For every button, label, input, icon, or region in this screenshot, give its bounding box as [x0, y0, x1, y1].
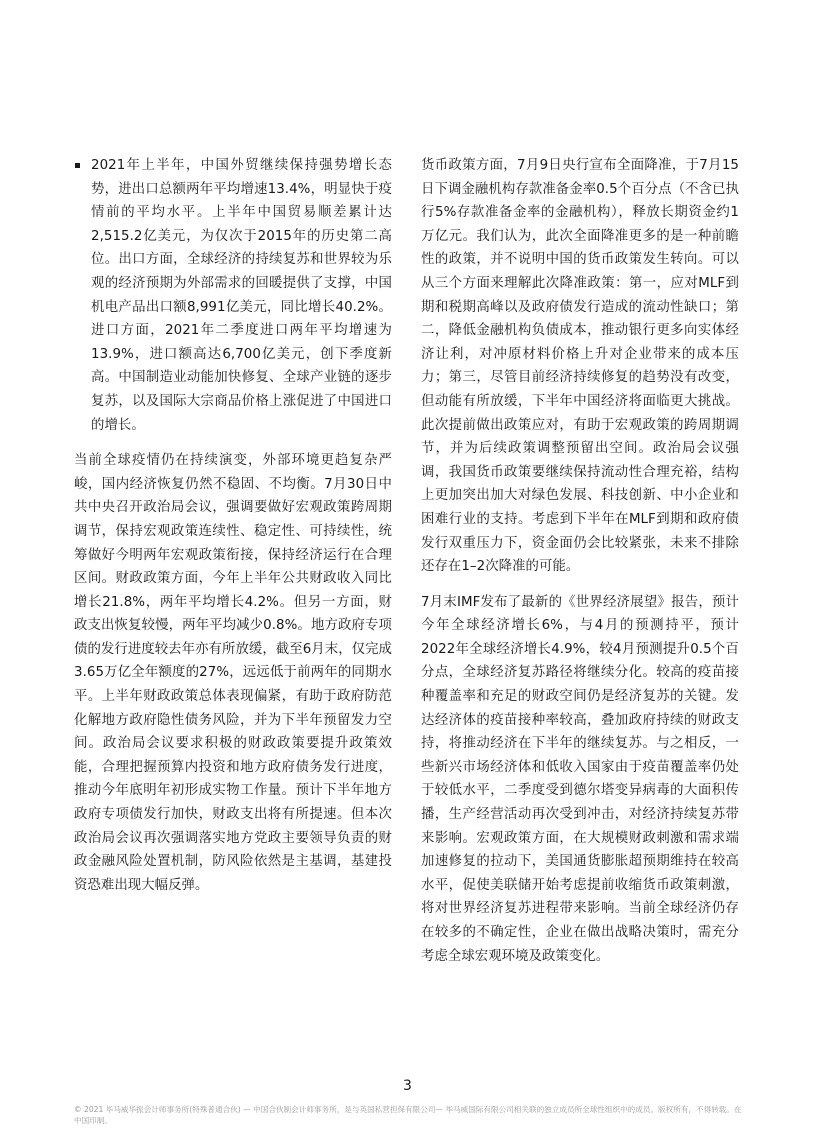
bullet-square-icon [75, 163, 80, 168]
right-column [421, 154, 739, 980]
paragraph-monetary-policy: 货币政策方面，7月9日央行宣布全面降准，于7月15日下调金融机构存款准备金率0.5个百分点（不含已执行5%存款准备金率的金融机构），释放长期资金约1万亿元。我们认为，此次全面降准更多的是一种前瞻性的政策，并不说明中国的货币政策发生转向。可以从三个方面来理解此次降准政策：第一，应对MLF到期和税期高峰以及政府债发行造成的流动性缺口；第二，降低金融机构负债成本，推动银行更多向实体经济让利，对冲原材料价格上升对企业带来的成本压力；第三，尽管目前经济持续修复的趋势没有改变，但动能有所放缓，下半年中国经济将面临更大挑战。此次提前做出政策应对，有助于宏观政策的跨周期调节，并为后续政策调整预留出空间。政治局会议强调，我国货币政策要继续保持流动性合理充裕，结构上更加突出加大对绿色发展、科技创新、中小企业和困难行业的支持。考虑到下半年在MLF到期和政府债发行双重压力下，资金面仍会比较紧张，未来不排除还存在1–2次降准的可能。 [421, 158, 739, 575]
bullet-text: 2021年上半年，中国外贸继续保持强势增长态势，进出口总额两年平均增速13.4%，明显快于疫情前的平均水平。上半年中国贸易顺差累计达2,515.2亿美元，为仅次于2015年的历史第二高位。出口方面，全球经济的持续复苏和世界较为乐观的经济预期为外部需求的回暖提供了支撑，中国机电产品出口额8,991亿美元，同比增长40.2%。进口方面，2021年二季度进口两年平均增速为13.9%，进口额高达6,700亿美元，创下季度新高。中国制造业动能加快修复、全球产业链的逐步复苏，以及国际大宗商品价格上涨促进了中国进口的增长。 [91, 158, 392, 433]
bullet-item-trade [74, 154, 392, 437]
paragraph-imf-outlook: 7月末IMF发布了最新的《世界经济展望》报告，预计今年全球经济增长6%，与4月的预测持平，预计2022年全球经济增长4.9%，较4月预测提升0.5个百分点，全球经济复苏路径将继续分化。较高的疫苗接种覆盖率和充足的财政空间仍是经济复苏的关键。发达经济体的疫苗接种率较高，叠加政府持续的财政支持，将推动经济在下半年的继续复苏。与之相反，一些新兴市场经济体和低收入国家由于疫苗覆盖率仍处于较低水平，二季度受到德尔塔变异病毒的大面积传播，生产经营活动再次受到冲击，对经济持续复苏带来影响。宏观政策方面，在大规模财政刺激和需求端加速修复的拉动下，美国通货膨胀超预期维持在较高水平，促使美联储开始考虑提前收缩货币政策刺激，将对世界经济复苏进程带来影响。当前全球经济仍存在较多的不确定性，企业在做出战略决策时，需充分考虑全球宏观环境及政策变化。 [421, 594, 739, 964]
paragraph-fiscal-policy: 当前全球疫情仍在持续演变，外部环境更趋复杂严峻，国内经济恢复仍然不稳固、不均衡。7月30日中共中央召开政治局会议，强调要做好宏观政策跨周期调节，保持宏观政策连续性、稳定性、可持续性，统筹做好今明两年宏观政策衔接，保持经济运行在合理区间。财政政策方面，今年上半年公共财政收入同比增长21.8%，两年平均增长4.2%。但另一方面，财政支出恢复较慢，两年平均减少0.8%。地方政府专项债的发行进度较去年亦有所放缓，截至6月末，仅完成3.65万亿全年额度的27%，远远低于前两年的同期水平。上半年财政政策总体表现偏紧，有助于政府防范化解地方政府隐性债务风险，并为下半年预留发力空间。政治局会议要求积极的财政政策要提升政策效能，合理把握预算内投资和地方政府债务发行进度，推动今年底明年初形成实物工作量。预计下半年地方政府专项债发行加快，财政支出将有所提速。但本次政治局会议再次强调落实地方党政主要领导负责的财政金融风险处置机制，防风险依然是主基调，基建投资恐难出现大幅反弹。 [74, 453, 392, 893]
left-column [74, 154, 392, 909]
page-number: 3 [403, 1078, 412, 1094]
footer-copyright: © 2021 毕马威华振会计师事务所(特殊普通合伙) — 中国合伙制会计师事务所，是与英国私营担保有限公司— 毕马威国际有限公司相关联的独立成员所全球性组织中的成员。版权所有，不得转载。在中国印制。 [74, 1105, 742, 1125]
